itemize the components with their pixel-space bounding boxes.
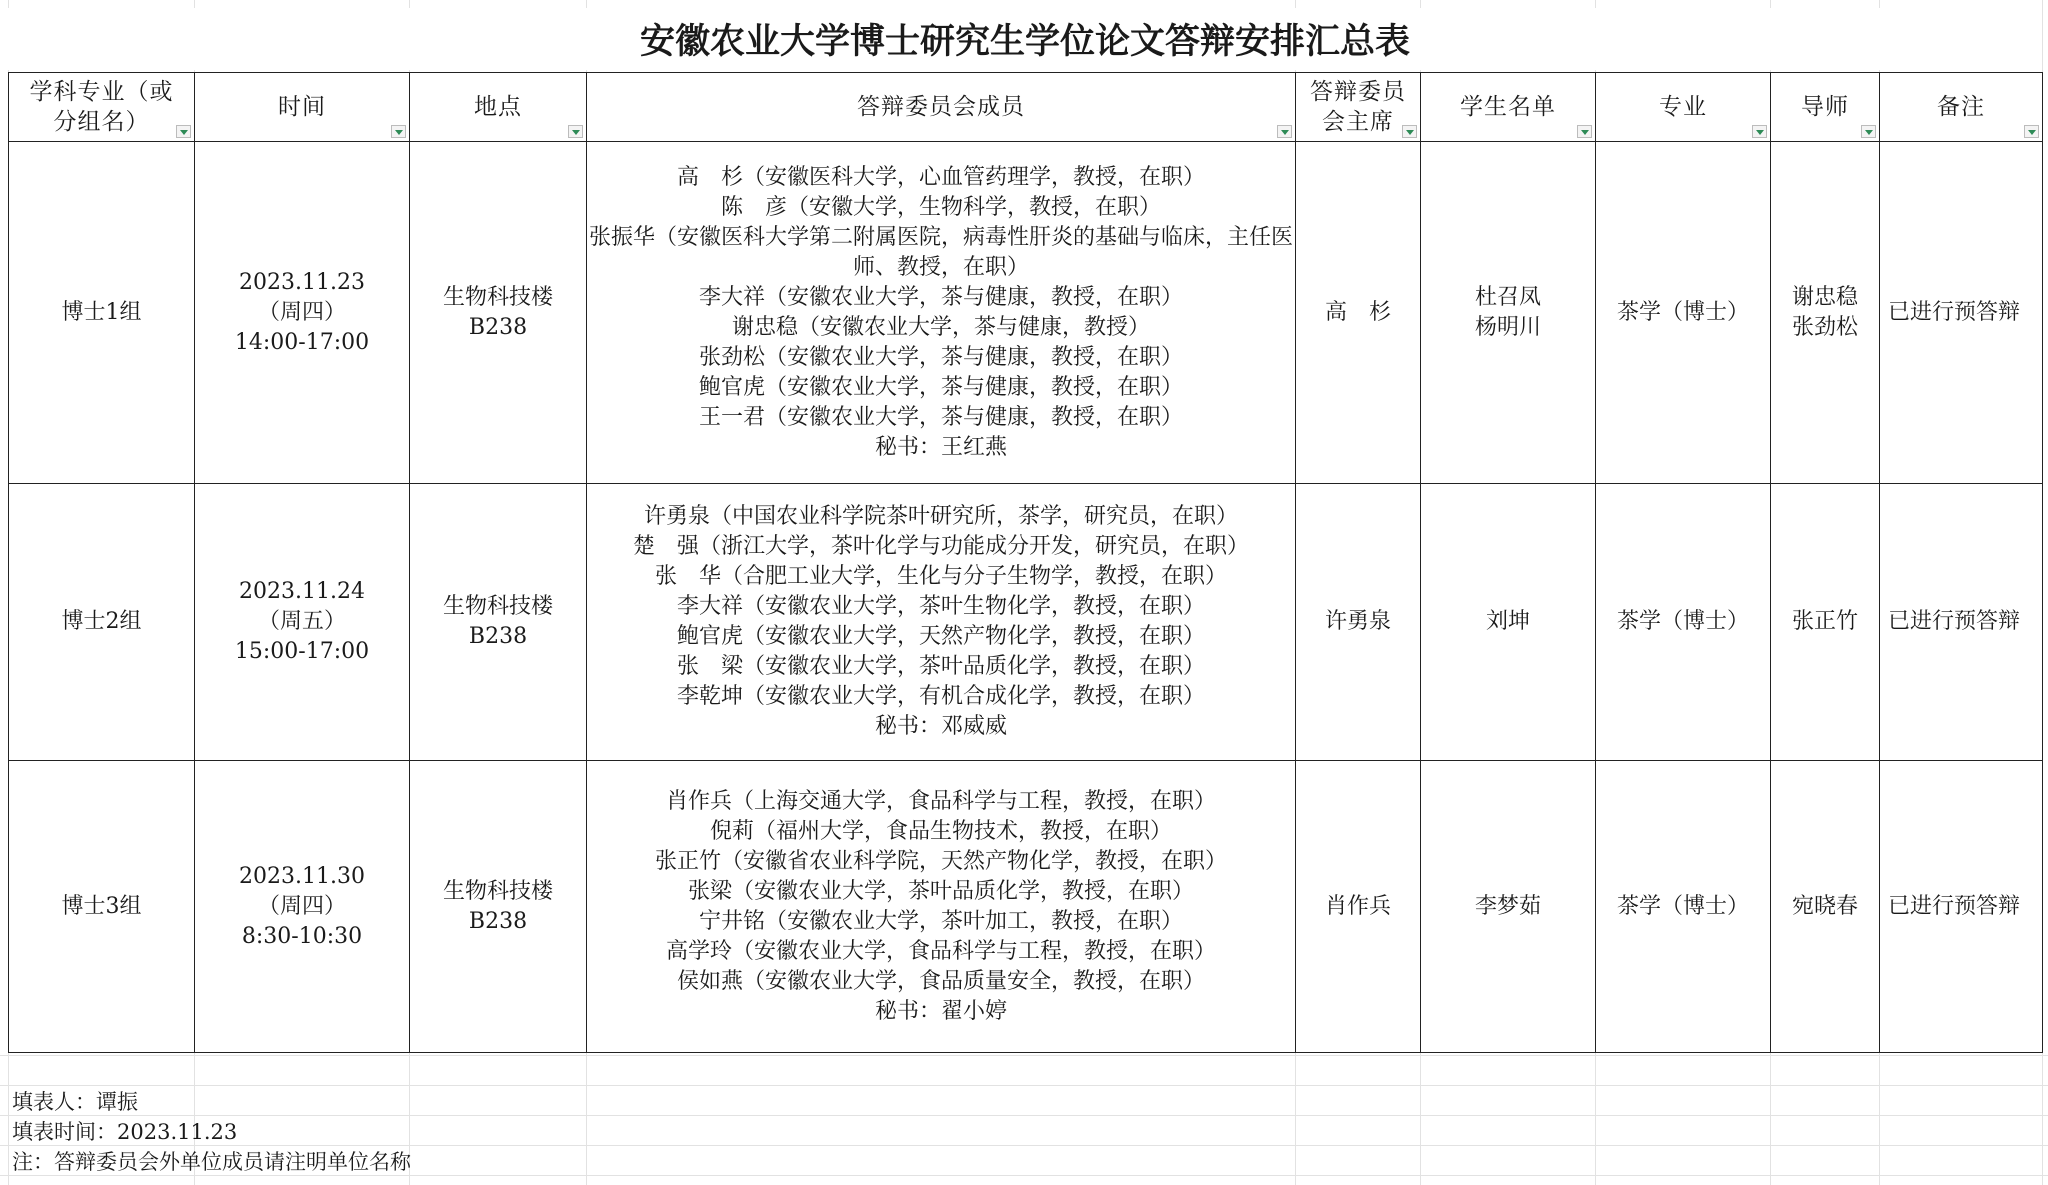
student-name: 杜召凤 (1474, 284, 1541, 310)
member-line: 张梁（安徽农业大学，茶叶品质化学，教授，在职） (687, 878, 1194, 904)
secretary-line: 秘书：王红燕 (874, 434, 1007, 460)
header-group (9, 73, 195, 142)
time-date: 2023.11.30 (239, 863, 365, 889)
group-cell[interactable]: 博士1组 (9, 142, 195, 484)
note-cell[interactable]: 已进行预答辩 (1880, 484, 2043, 761)
students-cell[interactable] (1421, 761, 1596, 1053)
members-cell[interactable] (587, 761, 1296, 1053)
member-line: 倪莉（福州大学，食品生物技术，教授，在职） (709, 818, 1172, 844)
group-cell[interactable]: 博士2组 (9, 484, 195, 761)
member-line: 张 梁（安徽农业大学，茶叶品质化学，教授，在职） (676, 654, 1205, 679)
location-room: B238 (468, 908, 528, 934)
filter-dropdown-icon[interactable] (1402, 125, 1417, 138)
table-row (9, 761, 2043, 1053)
major-cell[interactable]: 茶学（博士） (1596, 142, 1771, 484)
student-name: 杨明川 (1474, 314, 1541, 340)
time-cell[interactable] (195, 142, 410, 484)
filter-dropdown-icon[interactable] (1577, 125, 1592, 138)
major-cell[interactable]: 茶学（博士） (1596, 484, 1771, 761)
header-location (410, 73, 587, 142)
member-line: 张振华（安徽医科大学第二附属医院，病毒性肝炎的基础与临床，主任医师、教授，在职） (588, 224, 1293, 280)
filter-dropdown-icon[interactable] (1861, 125, 1876, 138)
member-line: 高学玲（安徽农业大学，食品科学与工程，教授，在职） (665, 938, 1216, 964)
table-row (9, 142, 2043, 484)
header-members (587, 73, 1296, 142)
header-label: 学生名单 (1460, 94, 1556, 120)
fill-time-note[interactable]: 填表时间：2023.11.23 (12, 1120, 238, 1144)
time-range: 15:00-17:00 (234, 639, 370, 664)
location-cell[interactable] (410, 484, 587, 761)
time-weekday: （周五） (257, 609, 346, 634)
member-line: 侯如燕（安徽农业大学，食品质量安全，教授，在职） (676, 968, 1205, 994)
location-building: 生物科技楼 (442, 878, 553, 904)
header-label: 导师 (1801, 94, 1849, 120)
member-line: 鲍官虎（安徽农业大学，茶与健康，教授，在职） (698, 374, 1183, 400)
time-weekday: （周四） (257, 299, 346, 325)
members-cell[interactable] (587, 484, 1296, 761)
major-cell[interactable]: 茶学（博士） (1596, 761, 1771, 1053)
time-date: 2023.11.23 (239, 269, 365, 295)
header-students (1421, 73, 1596, 142)
member-line: 张劲松（安徽农业大学，茶与健康，教授，在职） (698, 344, 1183, 370)
member-line: 李大祥（安徽农业大学，茶与健康，教授，在职） (698, 284, 1183, 310)
header-label: 时间 (278, 94, 326, 120)
time-range: 8:30-10:30 (241, 923, 363, 949)
filter-dropdown-icon[interactable] (1752, 125, 1767, 138)
external-member-note[interactable]: 注：答辩委员会外单位成员请注明单位名称 (12, 1150, 411, 1174)
member-line: 宁井铭（安徽农业大学，茶叶加工，教授，在职） (698, 908, 1183, 934)
defense-schedule-table (8, 72, 2043, 1053)
member-line: 楚 强（浙江大学，茶叶化学与功能成分开发，研究员，在职） (632, 534, 1249, 559)
filter-dropdown-icon[interactable] (1277, 125, 1292, 138)
members-cell[interactable] (587, 142, 1296, 484)
advisor-cell[interactable] (1771, 142, 1880, 484)
header-label: 答辩委员会主席 (1310, 79, 1406, 135)
students-cell[interactable] (1421, 142, 1596, 484)
time-date: 2023.11.24 (239, 579, 365, 604)
location-building: 生物科技楼 (442, 284, 553, 310)
header-row (9, 73, 2043, 142)
filter-dropdown-icon[interactable] (2024, 125, 2039, 138)
header-time (195, 73, 410, 142)
location-room: B238 (468, 314, 528, 340)
filter-dropdown-icon[interactable] (568, 125, 583, 138)
note-cell[interactable]: 已进行预答辩 (1880, 761, 2043, 1053)
member-line: 陈 彦（安徽大学，生物科学，教授，在职） (720, 194, 1161, 220)
chair-cell[interactable]: 高 杉 (1296, 142, 1421, 484)
member-line: 李大祥（安徽农业大学，茶叶生物化学，教授，在职） (676, 594, 1205, 619)
advisor-name: 宛晓春 (1791, 893, 1858, 919)
time-weekday: （周四） (257, 893, 346, 919)
advisor-name: 张正竹 (1791, 609, 1858, 634)
advisor-name: 谢忠稳 (1791, 284, 1858, 310)
time-range: 14:00-17:00 (234, 329, 370, 355)
member-line: 谢忠稳（安徽农业大学，茶与健康，教授） (731, 314, 1150, 340)
member-line: 李乾坤（安徽农业大学，有机合成化学，教授，在职） (676, 684, 1205, 709)
location-cell[interactable] (410, 761, 587, 1053)
student-name: 李梦茹 (1474, 893, 1541, 919)
chair-cell[interactable]: 肖作兵 (1296, 761, 1421, 1053)
member-line: 王一君（安徽农业大学，茶与健康，教授，在职） (698, 404, 1183, 430)
member-line: 肖作兵（上海交通大学，食品科学与工程，教授，在职） (665, 788, 1216, 814)
students-cell[interactable] (1421, 484, 1596, 761)
header-label: 答辩委员会成员 (857, 94, 1025, 120)
header-label: 专业 (1659, 94, 1707, 120)
time-cell[interactable] (195, 761, 410, 1053)
student-name: 刘坤 (1485, 609, 1530, 634)
header-label: 地点 (474, 94, 522, 120)
sheet-title: 安徽农业大学博士研究生学位论文答辩安排汇总表 (8, 8, 2042, 70)
advisor-cell[interactable] (1771, 761, 1880, 1053)
member-line: 高 杉（安徽医科大学，心血管药理学，教授，在职） (676, 164, 1205, 190)
header-advisor (1771, 73, 1880, 142)
time-cell[interactable] (195, 484, 410, 761)
filler-note[interactable]: 填表人：谭振 (12, 1090, 138, 1114)
member-line: 张正竹（安徽省农业科学院，天然产物化学，教授，在职） (654, 848, 1227, 874)
member-line: 许勇泉（中国农业科学院茶叶研究所，茶学，研究员，在职） (643, 504, 1238, 529)
filter-dropdown-icon[interactable] (391, 125, 406, 138)
member-line: 张 华（合肥工业大学，生化与分子生物学，教授，在职） (654, 564, 1227, 589)
group-cell[interactable]: 博士3组 (9, 761, 195, 1053)
location-building: 生物科技楼 (442, 594, 553, 619)
location-cell[interactable] (410, 142, 587, 484)
member-line: 鲍官虎（安徽农业大学，天然产物化学，教授，在职） (676, 624, 1205, 649)
header-label: 备注 (1937, 94, 1985, 120)
secretary-line: 秘书：邓威威 (874, 714, 1007, 739)
header-major (1596, 73, 1771, 142)
table-row (9, 484, 2043, 761)
advisor-name: 张劲松 (1791, 314, 1858, 340)
note-cell[interactable]: 已进行预答辩 (1880, 142, 2043, 484)
filter-dropdown-icon[interactable] (176, 125, 191, 138)
header-note (1880, 73, 2043, 142)
secretary-line: 秘书：翟小婷 (874, 998, 1007, 1024)
header-label: 学科专业（或分组名） (29, 79, 174, 135)
header-chair (1296, 73, 1421, 142)
chair-cell[interactable]: 许勇泉 (1296, 484, 1421, 761)
advisor-cell[interactable] (1771, 484, 1880, 761)
location-room: B238 (468, 624, 528, 649)
